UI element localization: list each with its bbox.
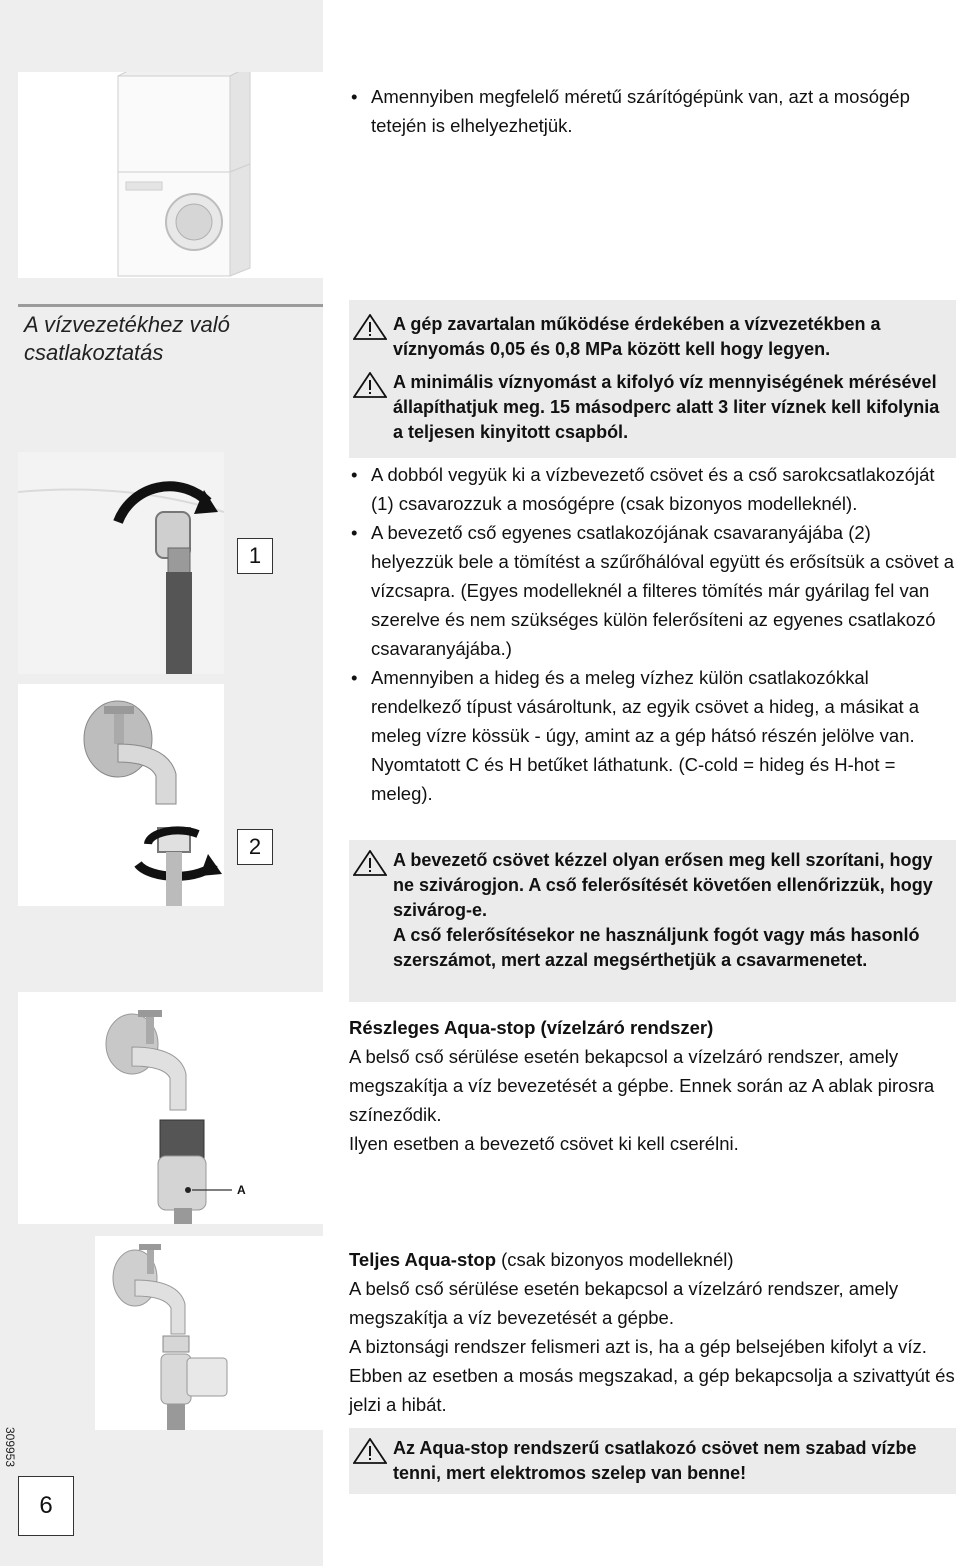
warning-text: A minimális víznyomást a kifolyó víz mennyiségének mérésével állapíthatjuk meg. 15 másodperc alatt 3 liter víznek kell kifolynia a teljesen kinyitott csapból. xyxy=(393,372,940,442)
list-item: • Amennyiben a hideg és a meleg vízhez külön csatlakozókkal rendelkező típust vásároltunk, az egyik csövet a hideg, a másikat a meleg vízre kössük - úgy, amint az a gép hátsó részén jelölve van. Nyomtatott C és H betűket láthatunk. (C-cold = hideg és H-hot = meleg). xyxy=(349,663,955,808)
washer-dryer-stack-icon xyxy=(18,72,323,278)
top-bullet-block xyxy=(349,82,955,140)
warning-item xyxy=(349,370,950,445)
partial-aquastop-section xyxy=(349,1013,955,1158)
warning-text: A bevezető csövet kézzel olyan erősen meg kell szorítani, hogy ne szivárogjon. A cső felerősítését követően ellenőrizzük, hogy szivárog-e. xyxy=(393,850,933,920)
document-code: 309953 xyxy=(3,1426,17,1468)
hose-connector-icon xyxy=(18,452,224,674)
warning-item xyxy=(349,1436,950,1486)
full-aquastop-section xyxy=(349,1245,955,1419)
tap-nut-icon xyxy=(18,684,224,906)
section-heading: Részleges Aqua-stop (vízelzáró rendszer) xyxy=(349,1017,714,1038)
warning-box-tightening xyxy=(349,840,956,1002)
heading-rest-part: (csak bizonyos modelleknél) xyxy=(496,1249,734,1270)
full-aquastop-figure xyxy=(95,1236,323,1430)
warning-box-pressure xyxy=(349,300,956,458)
page-number: 6 xyxy=(18,1476,74,1536)
figure-label-1: 1 xyxy=(237,538,273,574)
partial-aquastop-figure xyxy=(18,992,323,1224)
section-title xyxy=(24,311,230,367)
section-heading xyxy=(349,1245,955,1274)
figure-label-2: 2 xyxy=(237,829,273,865)
corner-connector-figure xyxy=(18,452,224,674)
paragraph: A belső cső sérülése esetén bekapcsol a vízelzáró rendszer, amely megszakítja a víz bevezetését a gépbe. xyxy=(349,1278,899,1328)
list-item: • Amennyiben megfelelő méretű szárítógépünk van, azt a mosógép tetején is elhelyezhetjük. xyxy=(349,82,955,140)
paragraph: A belső cső sérülése esetén bekapcsol a vízelzáró rendszer, amely megszakítja a víz bevezetését a gépbe. Ennek során az A ablak pirosra színeződik. xyxy=(349,1046,935,1125)
list-item: • A dobból vegyük ki a vízbevezető csövet és a cső sarokcsatlakozóját (1) csavarozzuk a mosógépre (csak bizonyos modelleknél). xyxy=(349,460,955,518)
stacked-appliances-figure xyxy=(18,72,323,278)
warning-item xyxy=(349,848,950,973)
heading-bold-part: Teljes Aqua-stop xyxy=(349,1249,496,1270)
paragraph: A biztonsági rendszer felismeri azt is, ha a gép belsejében kifolyt a víz. Ebben az esetben a mosás megszakad, a gép bekapcsolja a szivattyút és jelzi a hibát. xyxy=(349,1336,955,1415)
warning-box-aquastop xyxy=(349,1428,956,1494)
warning-item xyxy=(349,312,950,362)
warning-triangle-icon xyxy=(353,372,387,398)
tap-nut-figure xyxy=(18,684,224,906)
section-title-line-2: csatlakoztatás xyxy=(24,340,164,365)
warning-text: A cső felerősítésekor ne használjunk fogót vagy más hasonló szerszámot, mert azzal megsérthetjük a csavarmenetet. xyxy=(393,925,920,970)
warning-triangle-icon xyxy=(353,850,387,876)
connection-bullets xyxy=(349,460,955,808)
warning-triangle-icon xyxy=(353,314,387,340)
section-title-line-1: A vízvezetékhez való xyxy=(24,312,230,337)
figure-label-a: A xyxy=(237,1183,246,1197)
warning-triangle-icon xyxy=(353,1438,387,1464)
aquastop-valve-icon xyxy=(18,992,323,1224)
paragraph: Ilyen esetben a bevezető csövet ki kell cserélni. xyxy=(349,1133,739,1154)
warning-text: Az Aqua-stop rendszerű csatlakozó csövet nem szabad vízbe tenni, mert elektromos szelep van benne! xyxy=(393,1438,917,1483)
section-divider xyxy=(18,304,323,307)
warning-text: A gép zavartalan működése érdekében a vízvezetékben a víznyomás 0,05 és 0,8 MPa között kell hogy legyen. xyxy=(393,314,881,359)
list-item: • A bevezető cső egyenes csatlakozójának csavaranyájába (2) helyezzük bele a tömítést a szűrőhálóval együtt és erősítsük a csövet a vízcsapra. (Egyes modelleknél a filteres tömítés már gyárilag fel van szerelve és nem szükséges külön felerősíteni az egyenes csatlakozó csavaranyájába.) xyxy=(349,518,955,663)
full-aquastop-device-icon xyxy=(95,1236,323,1430)
